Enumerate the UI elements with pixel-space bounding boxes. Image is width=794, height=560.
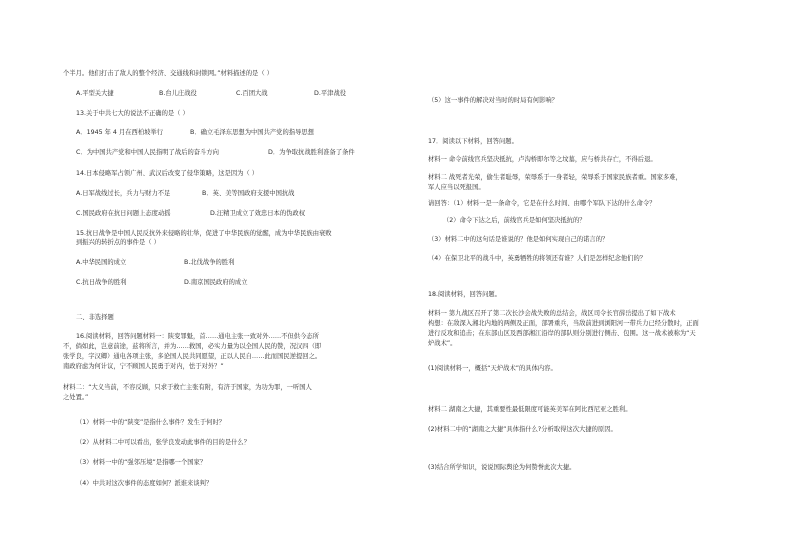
q15-stem-line1: 15.抗日战争是中国人民反抗外来侵略的壮举，促进了中华民族的觉醒，成为中华民族由衰败 [76,230,332,237]
q14-stem: 14.日本侵略军占领广州、武汉后改变了侵华策略，这是因为（ ） [76,170,259,177]
q16-material2-line2: 之处置。” [63,394,89,401]
q17-material1: 材料一 命令前线官兵坚决抵抗，卢沟桥即尔等之坟墓，应与桥共存亡，不得后退。 [428,156,657,163]
q17-ask: 请回答：（1）材料一是一条命令，它是在什么时间、由哪个军队下达的什么命令？ [428,200,656,207]
q12-stem-tail: 个半月。他们打击了敌人的整个经济、交通线和封锁网。”材料描述的是（ ） [63,70,273,77]
q13-option-d: D．为争取抗战胜利准备了条件 [268,149,355,156]
q14-option-d: D.汪精卫成立了效忠日本的伪政权 [210,210,306,217]
q18-material1-line1: 材料一 第九战区召开了第二次长沙会战失败的总结会，战区司令长官薛岳提出了如下战术 [428,310,676,317]
q13-option-a: A．1945 年 4 月在西柏坡举行 [76,129,164,136]
q16-material1-line2: 不，倘如此，岂意前途，兹将所言，并为……救国，必实力量为以全国人民的赞，况汉四（即 [63,343,322,350]
q12-option-b: B.台儿庄战役 [159,90,197,97]
q12-option-a: A.平型关大捷 [76,90,114,97]
q15-option-d: D.南京国民政府的成立 [184,279,248,286]
q18-stem: 18.阅读材料，回答问题。 [428,291,501,298]
q18-sub-3: (3)结合所学知识，说说国际舆论为何赞誉此次大捷。 [428,464,576,471]
q15-stem-line2: 到振兴的转折点的事件是（ ） [76,239,160,246]
q17-sub-3: （3）材料二中的这句话是谁说的？他是如何实现自己的诺言的？ [428,236,609,243]
q13-option-b: B．确立毛泽东思想为中国共产党的指导思想 [190,129,314,136]
section-heading-non-choice: 二、非选择题 [76,314,114,321]
q14-option-c: C.国民政府在抗日问题上态度动摇 [76,210,171,217]
q16-material1-line4: 南政府虑为何计议，宁不顾国人民勇于对内，怯于对外？” [63,363,224,370]
q18-sub-2: (2)材料二中的“湖南之大捷”具体指什么?分析取得这次大捷的原因。 [428,426,617,433]
q17-sub-4: （4）在保卫北平的战斗中，英勇牺牲的将领还有谁？人们是怎样纪念他们的？ [428,255,647,262]
q18-sub-1: (1)阅读材料一，概括“天炉战术”的具体内容。 [428,365,557,372]
q15-option-b: B.北伐战争的胜利 [184,259,235,266]
q17-stem: 17．阅读以下材料，回答问题。 [428,138,518,145]
q18-material2: 材料二 湖南之大捷，其重要性最低限度可能英美军在阿比西尼亚之胜利。 [428,406,632,413]
q18-material1-line3: 进行反攻和追击；在东部山区及西部湘江沿岸的部队则分别进行侧击、包围。这一战术被称为“天 [428,330,696,337]
q16-material1-line3: 张学良，字汉卿）通电各项主张，多论国人民共同愿望，正以人民自……此而国民逆提回之。 [63,353,322,360]
q16-sub-3: （3）材料一中的“强邻压境”是指哪一个国家？ [76,459,207,466]
q17-sub-2: （2）命令下达之后，前线官兵是如何坚决抵抗的？ [443,217,586,224]
q18-material1-line2: 构想：在敌深入湘北内地的两侧及正面，部署重兵，当敌前进到浏阳河一带兵力已经分散时，正面 [428,320,699,327]
q16-sub-5: （5）这一事件的解决对当时的时局有何影响？ [428,97,558,104]
q16-sub-4: （4）中共对这次事件的态度如何？派谁来谈判？ [76,480,213,487]
q17-material2-line1: 材料二 战死者光荣，偷生者耻辱，荣辱系于一身者轻，荣辱系于国家民族者重。国家多难， [428,174,682,181]
q15-option-a: A.中华民国的成立 [76,259,127,266]
q18-material1-line4: 炉战术”。 [428,340,457,347]
q16-material2-line1: 材料二：“大义当前，不容反顾，只求于救亡主张有附，有济于国家，为功为罪，一听国人 [63,384,312,391]
q16-sub-1: （1）材料一中的“陕变”是指什么事件？发生于何时？ [76,419,226,426]
q14-option-b: B．英、美等国政府支援中国抗战 [202,190,295,197]
q12-option-d: D.平津战役 [314,90,347,97]
q13-option-c: C．为中国共产党和中国人民指明了战后的奋斗方向 [76,149,219,156]
q16-sub-2: （2）从材料二中可以看出，张学良发动此事件的目的是什么？ [76,439,251,446]
q14-option-a: A.日军战线过长，兵力与财力不足 [76,190,171,197]
q13-stem: 13.关于中共七大的说法不正确的是（ ） [76,110,189,117]
q16-material1-line1: 16.阅读材料，回答问题材料一：陕变罪魁，首……通电主张一致对外……不但供今态所 [76,333,319,340]
q12-option-c: C.百团大战 [236,90,268,97]
q15-option-c: C.抗日战争的胜利 [76,279,127,286]
q17-material2-line2: 军人应当以死报国。 [428,184,485,191]
